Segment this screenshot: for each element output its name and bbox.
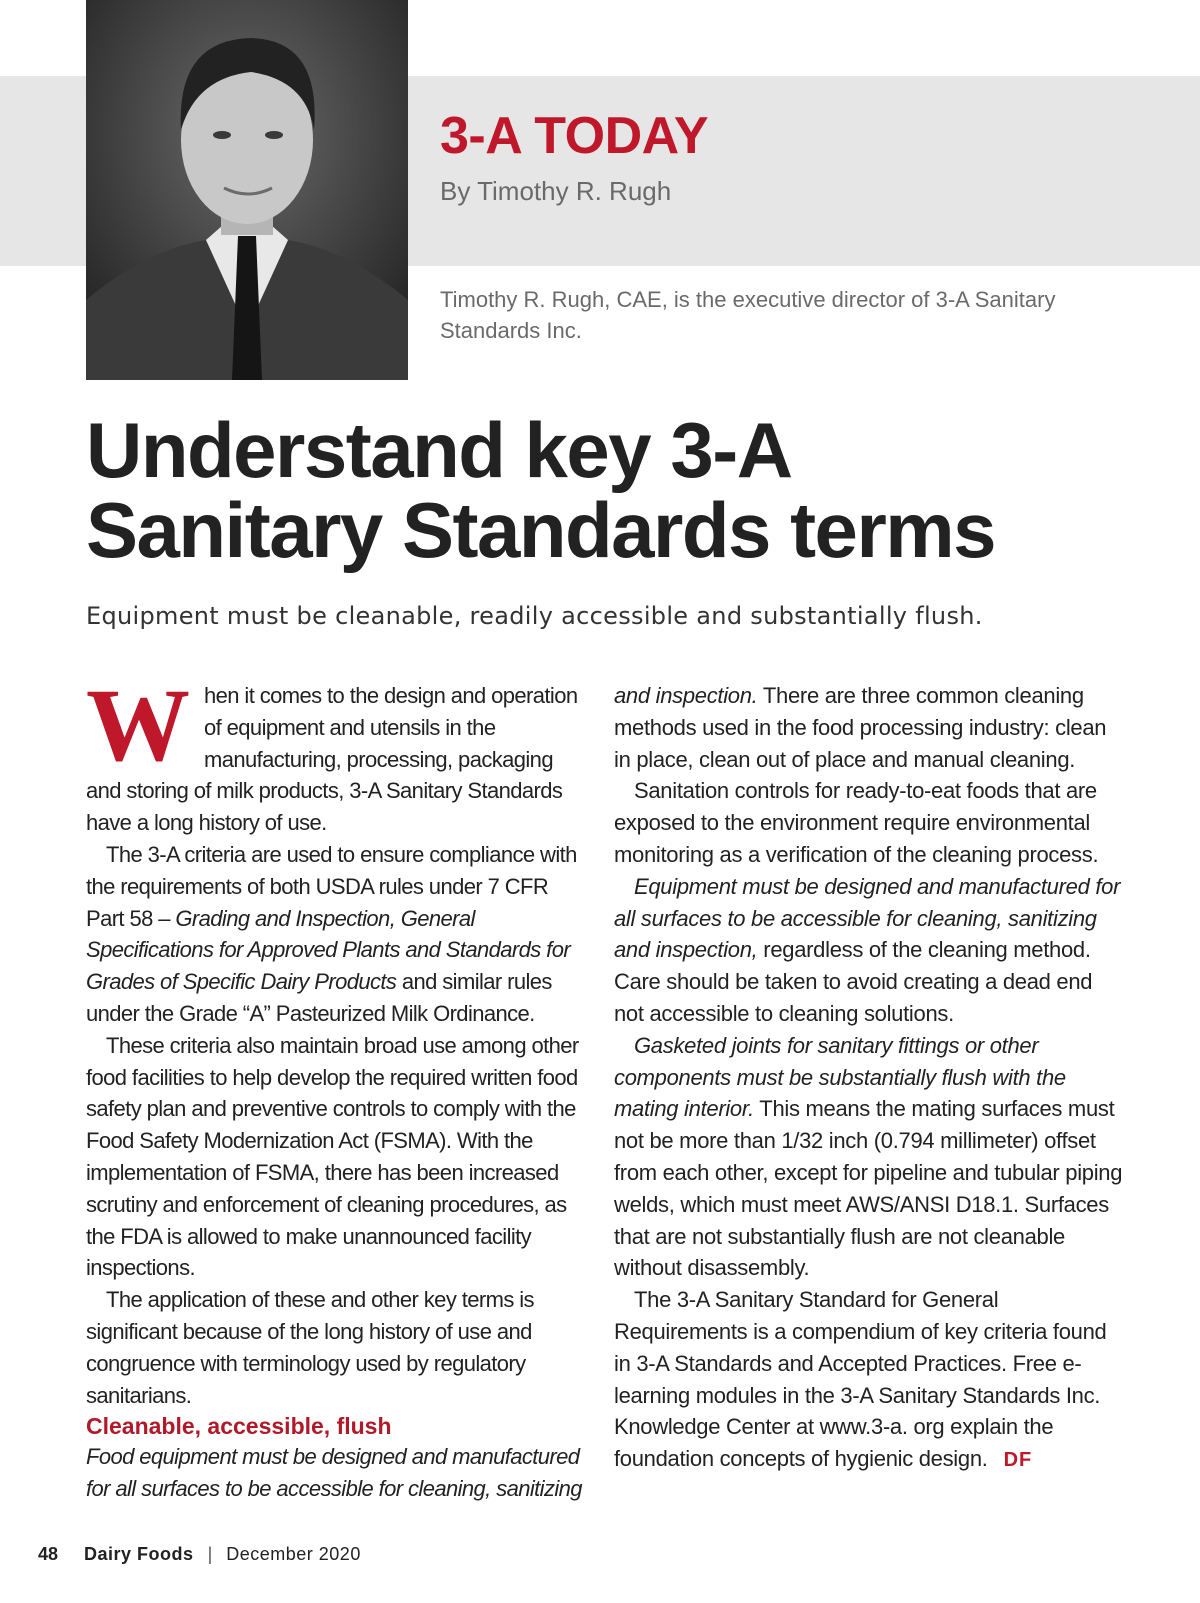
paragraph: These criteria also maintain broad use among other food facilities to help develop the required written food safety plan and preventive controls to comply with the Food Safety Modernization Act (FSMA). With the implementation of FSMA, there has been increased scrutiny and enforcement of cleaning procedures, as the FDA is allowed to make unannounced facility inspections.: [86, 1032, 579, 1281]
paragraph: When it comes to the design and operation of equipment and utensils in the manufacturing, processing, packaging and storing of milk products, 3-A Sanitary Standards have a long history of use.: [86, 668, 578, 836]
headline-line-1: Understand key 3-A: [86, 406, 792, 494]
magazine-name: Dairy Foods: [84, 1544, 194, 1564]
end-mark: DF: [1003, 1449, 1033, 1472]
paragraph: and inspection. There are three common cleaning methods used in the food processing industry: clean in place, clean out of place and manual cleaning.: [614, 683, 1107, 772]
headline: [86, 406, 1166, 574]
author-photo: [86, 0, 408, 380]
page-footer: [38, 1544, 361, 1565]
footer-separator: |: [207, 1544, 213, 1564]
article-column-right: [614, 680, 1124, 1477]
portrait-icon: [86, 0, 408, 380]
paragraph: The application of these and other key terms is significant because of the long history of use and congruence with terminology used by regulatory sanitarians.: [86, 1287, 534, 1408]
subhead: Cleanable, accessible, flush: [86, 1413, 392, 1440]
headline-line-2: Sanitary Standards terms: [86, 486, 996, 574]
paragraph: Equipment must be designed and manufactured for all surfaces to be accessible for cleaning, sanitizing and inspection, regardless of the cleaning method. Care should be taken to avoid creating a dead end not accessible to cleaning solutions.: [614, 873, 1121, 1026]
column-title: 3-A TODAY: [440, 107, 709, 165]
paragraph: The 3-A Sanitary Standard for General Requirements is a compendium of key criteria found in 3-A Standards and Accepted Practices. Free e-learning modules in the 3-A Sanitary Standards Inc. Knowledge Center at www.3-a. org explain the foundation concepts of hygienic design. DF: [614, 1287, 1107, 1472]
byline: By Timothy R. Rugh: [440, 176, 672, 206]
issue-date: December 2020: [226, 1544, 361, 1564]
drop-cap: W: [86, 668, 190, 783]
article-column-left: [86, 668, 586, 1505]
deck: Equipment must be cleanable, readily accessible and substantially flush.: [86, 602, 983, 630]
paragraph: The 3-A criteria are used to ensure compliance with the requirements of both USDA rules under 7 CFR Part 58 – Grading and Inspection, General Specifications for Approved Plants and Standards for Grades of Specific Dairy Products and similar rules under the Grade “A” Pasteurized Milk Ordinance.: [86, 841, 577, 1026]
paragraph: Sanitation controls for ready-to-eat foods that are exposed to the environment require environmental monitoring as a verification of the cleaning process.: [614, 778, 1099, 867]
paragraph: Gasketed joints for sanitary fittings or other components must be substantially flush with the mating interior. This means the mating surfaces must not be more than 1/32 inch (0.794 millimeter) offset from each other, except for pipeline and tubular piping welds, which must meet AWS/ANSI D18.1. Surfaces that are not substantially flush are not cleanable without disassembly.: [614, 1032, 1123, 1281]
page-number: 48: [38, 1544, 59, 1564]
author-bio: Timothy R. Rugh, CAE, is the executive director of 3-A Sanitary Standards Inc.: [440, 287, 1056, 343]
paragraph: Food equipment must be designed and manufactured for all surfaces to be accessible for cleaning, sanitizing: [86, 1444, 582, 1502]
